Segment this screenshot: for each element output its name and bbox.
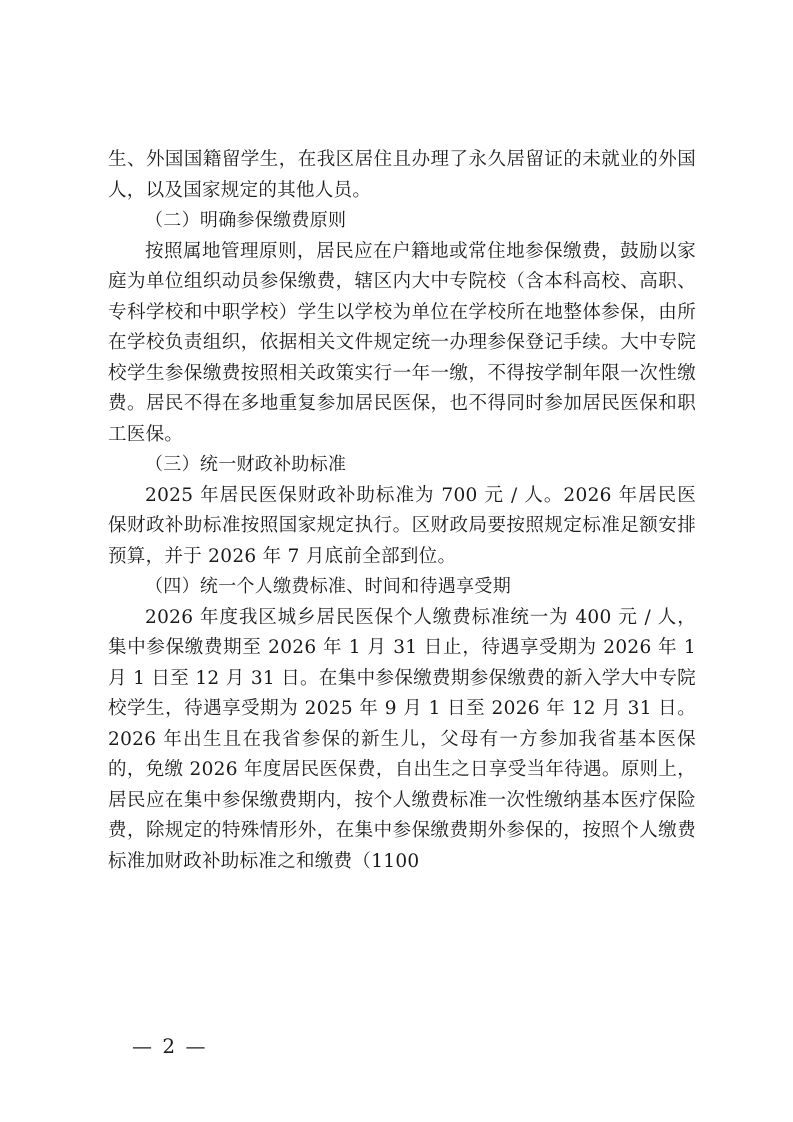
section-heading-2: （二）明确参保缴费原则 [145,210,347,231]
paragraph-contribution: 2026 年度我区城乡居民医保个人缴费标准统一为 400 元 / 人，集中参保缴费期至 2026 年 1 月 31 日止，待遇享受期为 2026 年 1 月 1 日至 12 月 31 日。在集中参保缴费期参保缴费的新入学大中专院校学生，待遇享受期为 2025 年 9 月 1 日至 2026 年 12 月 31 日。2026 年出生且在我省参保的新生儿，父母有一方参加我省基本医保的，免缴 2026 年度居民医保费，自出生之日享受当年待遇。原则上，居民应在集中参保缴费期内，按个人缴费标准一次性缴纳基本医疗保险费，除规定的特殊情形外，在集中参保缴费期外参保的，按照个人缴费标准加财政补助标准之和缴费（1100 [108,606,696,872]
page-number: — 2 — [132,1034,208,1058]
section-heading-4: （四）统一个人缴费标准、时间和待遇享受期 [145,576,511,597]
document-body [108,145,696,877]
paragraph-continued: 生、外国国籍留学生，在我区居住且办理了永久居留证的未就业的外国人，以及国家规定的其他人员。 [108,149,696,201]
paragraph-principles: 按照属地管理原则，居民应在户籍地或常住地参保缴费，鼓励以家庭为单位组织动员参保缴费，辖区内大中专院校（含本科高校、高职、专科学校和中职学校）学生以学校为单位在学校所在地整体参保，由所在学校负责组织，依据相关文件规定统一办理参保登记手续。大中专院校学生参保缴费按照相关政策实行一年一缴，不得按学制年限一次性缴费。居民不得在多地重复参加居民医保，也不得同时参加居民医保和职工医保。 [108,240,696,445]
paragraph-subsidy: 2025 年居民医保财政补助标准为 700 元 / 人。2026 年居民医保财政补助标准按照国家规定执行。区财政局要按照规定标准足额安排预算，并于 2026 年 7 月底前全部到位。 [108,484,696,567]
section-heading-3: （三）统一财政补助标准 [145,454,347,475]
